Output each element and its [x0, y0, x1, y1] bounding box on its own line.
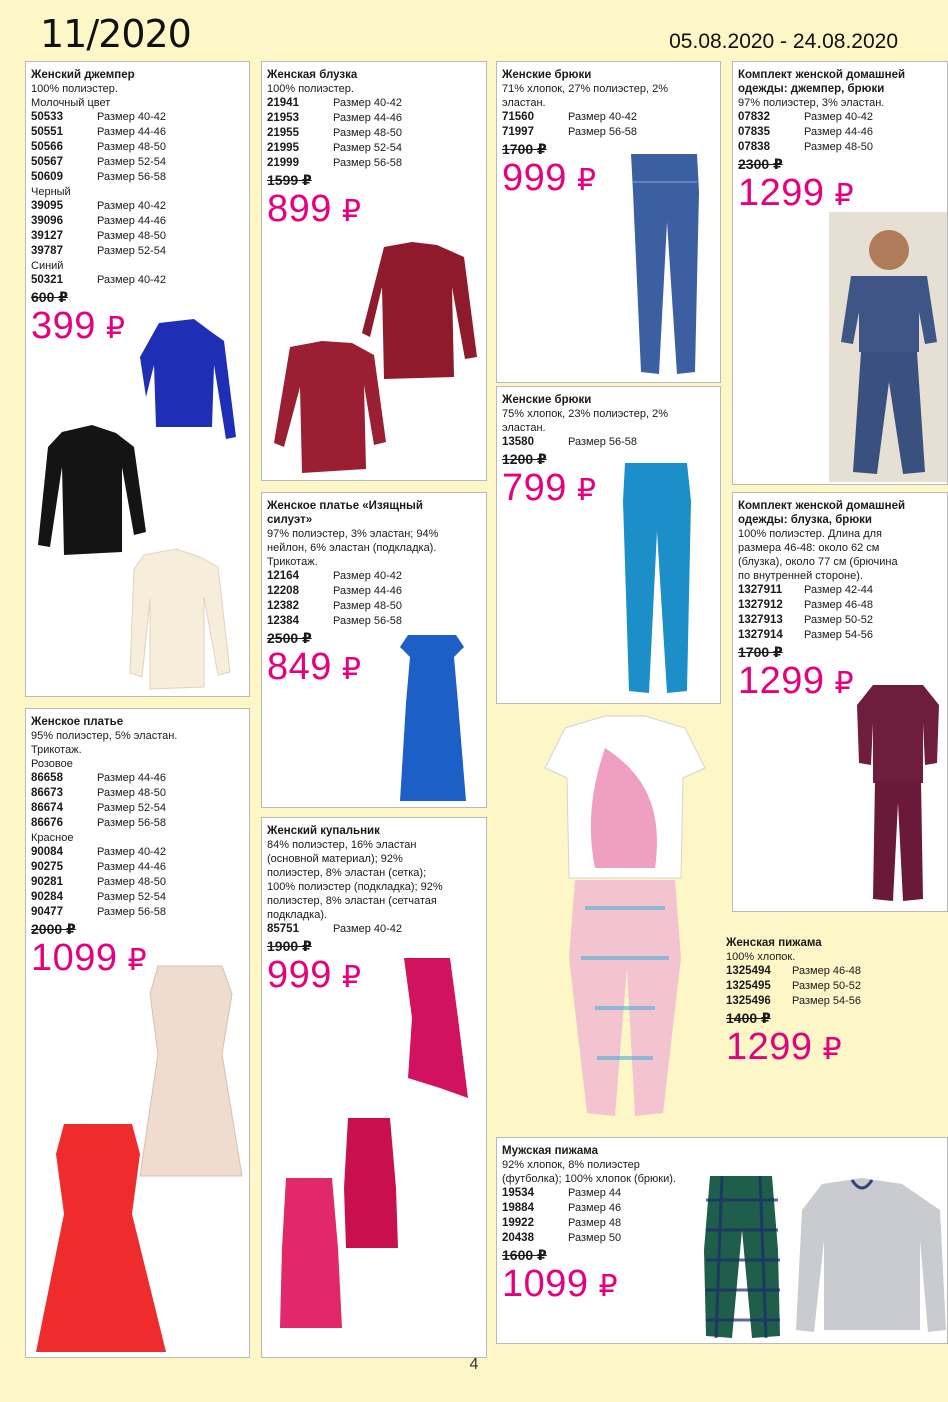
- size-row: [738, 628, 941, 643]
- product-title: Женская пижама: [726, 937, 822, 949]
- article-code: 1327912: [738, 599, 783, 611]
- product-title: Женские брюки: [502, 69, 592, 81]
- product-card-jeans-2: [496, 386, 721, 704]
- size-label: Размер 40-42: [97, 200, 166, 212]
- product-card-blouse: [261, 61, 487, 481]
- article-code: 85751: [267, 923, 299, 935]
- size-row: [267, 141, 480, 156]
- article-code: 50551: [31, 126, 63, 138]
- article-code: 21941: [267, 97, 299, 109]
- price: 1099 ₽: [502, 1263, 619, 1305]
- size-row: [738, 125, 941, 140]
- size-row: [267, 922, 480, 937]
- product-card-swimsuit: [261, 817, 487, 1358]
- size-row: [502, 110, 714, 125]
- article-code: 1325494: [726, 965, 771, 977]
- size-label: Размер 56-58: [333, 157, 402, 169]
- article-code: 71560: [502, 111, 534, 123]
- blue-dress-illustration: [392, 633, 472, 803]
- size-label: Размер 48-50: [97, 141, 166, 153]
- size-row: [31, 170, 243, 185]
- size-row: [726, 979, 942, 994]
- size-label: Размер 40-42: [97, 111, 166, 123]
- size-label: Размер 50: [568, 1232, 622, 1244]
- product-title: Женская блузка: [267, 69, 358, 81]
- size-label: Размер 40-42: [333, 97, 402, 109]
- article-code: 90281: [31, 876, 63, 888]
- product-card-jeans-1: [496, 61, 721, 383]
- price: 1099 ₽: [31, 937, 148, 979]
- article-code: 1327911: [738, 584, 783, 596]
- size-row: [267, 96, 480, 111]
- size-row: [31, 229, 243, 244]
- product-title: Мужская пижама: [502, 1145, 599, 1157]
- grey-longsleeve-image: [796, 1178, 946, 1332]
- old-price: 1700 ₽: [502, 141, 547, 157]
- article-code: 86676: [31, 817, 63, 829]
- article-code: 90284: [31, 891, 63, 903]
- mens-pajama-illustration: [702, 1170, 947, 1340]
- product-title: Комплект женской домашней одежды: блузка, брюки: [738, 500, 906, 526]
- article-code: 19534: [502, 1187, 534, 1199]
- product-desc: 95% полиэстер, 5% эластан. Трикотаж.: [31, 730, 178, 756]
- article-code: 21955: [267, 127, 299, 139]
- old-price: 600 ₽: [31, 289, 68, 305]
- article-code: 1327914: [738, 629, 783, 641]
- old-price: 2500 ₽: [267, 630, 312, 646]
- color-group-label: Молочный цвет: [31, 97, 111, 109]
- article-code: 20438: [502, 1232, 534, 1244]
- product-desc: 84% полиэстер, 16% эластан (основной материал); 92% полиэстер, 8% эластан (сетка); 100% полиэстер (подкладка); 92% полиэстер, 8% эластан (сетчатая подкладка).: [267, 839, 443, 921]
- article-code: 1325495: [726, 980, 771, 992]
- size-table: [267, 569, 480, 629]
- size-label: Размер 48-50: [333, 127, 402, 139]
- size-row: [31, 214, 243, 229]
- product-card-home-set-2: [732, 492, 948, 912]
- product-title: Комплект женской домашней одежды: джемпер, брюки: [738, 69, 906, 95]
- article-code: 12382: [267, 600, 299, 612]
- blue-jeans-illustration: [617, 461, 697, 696]
- size-row: [31, 199, 243, 214]
- product-desc: 100% полиэстер. Длина для размера 46-48: около 62 см (блузка), около 77 см (брючина по внутренней стороне).: [738, 528, 898, 582]
- color-group-label: Черный: [31, 186, 71, 198]
- old-price: 2300 ₽: [738, 156, 783, 172]
- product-desc: 75% хлопок, 23% полиэстер, 2% эластан.: [502, 408, 668, 434]
- article-code: 19922: [502, 1217, 534, 1229]
- size-label: Размер 56-58: [568, 126, 637, 138]
- black-jumper-image: [38, 425, 146, 555]
- size-label: Размер 40-42: [97, 274, 166, 286]
- product-desc: 100% полиэстер.: [267, 83, 354, 95]
- article-code: 39787: [31, 245, 63, 257]
- size-row: [267, 156, 480, 171]
- size-label: Размер 40-42: [804, 111, 873, 123]
- size-row: [31, 801, 243, 816]
- size-table: [31, 96, 243, 288]
- size-row: [31, 905, 243, 920]
- cream-jumper-image: [130, 549, 230, 689]
- price: 849 ₽: [267, 646, 362, 688]
- size-row: [726, 964, 942, 979]
- size-label: Размер 52-54: [97, 891, 166, 903]
- article-code: 07832: [738, 111, 770, 123]
- product-card-dress-blue: [261, 492, 487, 808]
- size-label: Размер 56-58: [97, 817, 166, 829]
- article-code: 86673: [31, 787, 63, 799]
- size-row: [31, 110, 243, 125]
- size-label: Размер 44: [568, 1187, 622, 1199]
- size-label: Размер 48-50: [97, 876, 166, 888]
- product-title: Женские брюки: [502, 394, 592, 406]
- size-table: [502, 435, 714, 450]
- article-code: 13580: [502, 436, 534, 448]
- article-code: 90477: [31, 906, 63, 918]
- size-label: Размер 40-42: [333, 570, 402, 582]
- size-table: [267, 96, 480, 171]
- price: 999 ₽: [502, 157, 597, 199]
- womens-pajama-illustration: [535, 708, 715, 1128]
- size-table: [502, 110, 714, 140]
- blouse-illustration: [272, 237, 482, 477]
- size-label: Размер 50-52: [792, 980, 861, 992]
- size-label: Размер 42-44: [804, 584, 873, 596]
- size-label: Размер 48-50: [333, 600, 402, 612]
- size-label: Размер 46-48: [804, 599, 873, 611]
- old-price: 1200 ₽: [502, 451, 547, 467]
- old-price: 1900 ₽: [267, 938, 312, 954]
- article-code: 12164: [267, 570, 299, 582]
- size-table: [738, 110, 941, 155]
- dresses-illustration: [36, 964, 246, 1354]
- size-label: Размер 54-56: [804, 629, 873, 641]
- article-code: 50321: [31, 274, 63, 286]
- price: 999 ₽: [267, 954, 362, 996]
- article-code: 39096: [31, 215, 63, 227]
- size-row: [738, 140, 941, 155]
- swimsuit-illustration: [272, 948, 472, 1343]
- article-code: 86658: [31, 772, 63, 784]
- size-row: [31, 875, 243, 890]
- size-row: [31, 786, 243, 801]
- size-label: Размер 56-58: [97, 906, 166, 918]
- price: 399 ₽: [31, 305, 126, 347]
- product-title: Женское платье «Изящный силуэт»: [267, 500, 423, 526]
- price: 1299 ₽: [726, 1026, 843, 1068]
- product-card-home-set-1: [732, 61, 948, 485]
- burgundy-pajama-illustration: [853, 683, 943, 903]
- product-title: Женский купальник: [267, 825, 380, 837]
- size-label: Размер 40-42: [97, 846, 166, 858]
- size-label: Размер 48-50: [804, 141, 873, 153]
- size-label: Размер 54-56: [792, 995, 861, 1007]
- article-code: 86674: [31, 802, 63, 814]
- size-label: Размер 52-54: [97, 245, 166, 257]
- jeans-illustration: [625, 152, 705, 377]
- size-row: [31, 273, 243, 288]
- size-row: [738, 613, 941, 628]
- size-row: [267, 569, 480, 584]
- article-code: 50533: [31, 111, 63, 123]
- size-row: [738, 110, 941, 125]
- article-code: 21995: [267, 142, 299, 154]
- article-code: 50609: [31, 171, 63, 183]
- size-row: [31, 845, 243, 860]
- blue-jumper-image: [140, 319, 236, 439]
- article-code: 90275: [31, 861, 63, 873]
- price: 799 ₽: [502, 467, 597, 509]
- product-title: Женское платье: [31, 716, 124, 728]
- size-table: [267, 922, 480, 937]
- article-code: 19884: [502, 1202, 534, 1214]
- article-code: 90084: [31, 846, 63, 858]
- size-label: Размер 46-48: [792, 965, 861, 977]
- page-number: 4: [469, 1356, 479, 1373]
- price: 1299 ₽: [738, 172, 855, 214]
- size-label: Размер 48-50: [97, 230, 166, 242]
- size-row: [31, 860, 243, 875]
- size-label: Размер 56-58: [333, 615, 402, 627]
- size-row: [267, 584, 480, 599]
- product-desc: 92% хлопок, 8% полиэстер (футболка); 100% хлопок (брюки).: [502, 1159, 676, 1185]
- product-desc: 100% хлопок.: [726, 951, 796, 963]
- product-card-pajama-women: [721, 930, 948, 1130]
- size-row: [31, 244, 243, 259]
- size-row: [738, 598, 941, 613]
- pink-dress-image: [140, 966, 242, 1176]
- size-row: [267, 126, 480, 141]
- size-table: [726, 964, 942, 1009]
- size-label: Размер 44-46: [97, 861, 166, 873]
- article-code: 12384: [267, 615, 299, 627]
- product-desc: 97% полиэстер, 3% эластан.: [738, 97, 885, 109]
- size-label: Размер 48: [568, 1217, 622, 1229]
- size-label: Размер 44-46: [333, 585, 402, 597]
- size-row: [31, 140, 243, 155]
- size-row: [738, 583, 941, 598]
- article-code: 50566: [31, 141, 63, 153]
- size-label: Размер 52-54: [97, 156, 166, 168]
- size-label: Размер 52-54: [97, 802, 166, 814]
- color-group-label: Синий: [31, 260, 64, 272]
- size-label: Размер 44-46: [804, 126, 873, 138]
- size-table: [738, 583, 941, 643]
- old-price: 2000 ₽: [31, 921, 76, 937]
- plaid-trousers-image: [704, 1176, 780, 1338]
- size-label: Размер 44-46: [97, 215, 166, 227]
- size-row: [267, 614, 480, 629]
- article-code: 50567: [31, 156, 63, 168]
- size-row: [502, 125, 714, 140]
- size-label: Размер 56-58: [97, 171, 166, 183]
- issue-number: 11/2020: [40, 12, 191, 56]
- article-code: 1327913: [738, 614, 783, 626]
- old-price: 1600 ₽: [502, 1247, 547, 1263]
- size-row: [267, 111, 480, 126]
- article-code: 1325496: [726, 995, 771, 1007]
- color-group-label: Розовое: [31, 758, 73, 770]
- article-code: 07838: [738, 141, 770, 153]
- product-desc: 97% полиэстер, 3% эластан; 94% нейлон, 6% эластан (подкладка). Трикотаж.: [267, 528, 439, 568]
- article-code: 39127: [31, 230, 63, 242]
- price: 1299 ₽: [738, 660, 855, 702]
- size-row: [31, 155, 243, 170]
- size-row: [31, 816, 243, 831]
- size-label: Размер 56-58: [568, 436, 637, 448]
- size-row: [31, 771, 243, 786]
- article-code: 71997: [502, 126, 534, 138]
- article-code: 12208: [267, 585, 299, 597]
- article-code: 21999: [267, 157, 299, 169]
- size-label: Размер 44-46: [97, 772, 166, 784]
- size-table: [31, 757, 243, 920]
- size-label: Размер 44-46: [97, 126, 166, 138]
- product-card-jumper: [25, 61, 250, 697]
- article-code: 07835: [738, 126, 770, 138]
- size-label: Размер 40-42: [568, 111, 637, 123]
- size-row: [267, 599, 480, 614]
- old-price: 1400 ₽: [726, 1010, 771, 1026]
- article-code: 21953: [267, 112, 299, 124]
- size-label: Размер 50-52: [804, 614, 873, 626]
- size-row: [502, 435, 714, 450]
- old-price: 1700 ₽: [738, 644, 783, 660]
- product-card-dress-red: [25, 708, 250, 1358]
- jumper-illustration: [34, 317, 244, 692]
- validity-dates: 05.08.2020 - 24.08.2020: [669, 30, 898, 53]
- size-label: Размер 46: [568, 1202, 622, 1214]
- size-label: Размер 40-42: [333, 923, 402, 935]
- product-title: Женский джемпер: [31, 69, 135, 81]
- color-group-label: Красное: [31, 832, 74, 844]
- size-label: Размер 44-46: [333, 112, 402, 124]
- old-price: 1599 ₽: [267, 172, 312, 188]
- home-set-1-photo: [829, 212, 948, 482]
- size-label: Размер 48-50: [97, 787, 166, 799]
- size-row: [31, 890, 243, 905]
- size-row: [726, 994, 942, 1009]
- article-code: 39095: [31, 200, 63, 212]
- size-row: [31, 125, 243, 140]
- price: 899 ₽: [267, 188, 362, 230]
- product-card-pajama-men: [496, 1137, 948, 1344]
- product-desc: 100% полиэстер.: [31, 83, 118, 95]
- product-desc: 71% хлопок, 27% полиэстер, 2% эластан.: [502, 83, 668, 109]
- size-label: Размер 52-54: [333, 142, 402, 154]
